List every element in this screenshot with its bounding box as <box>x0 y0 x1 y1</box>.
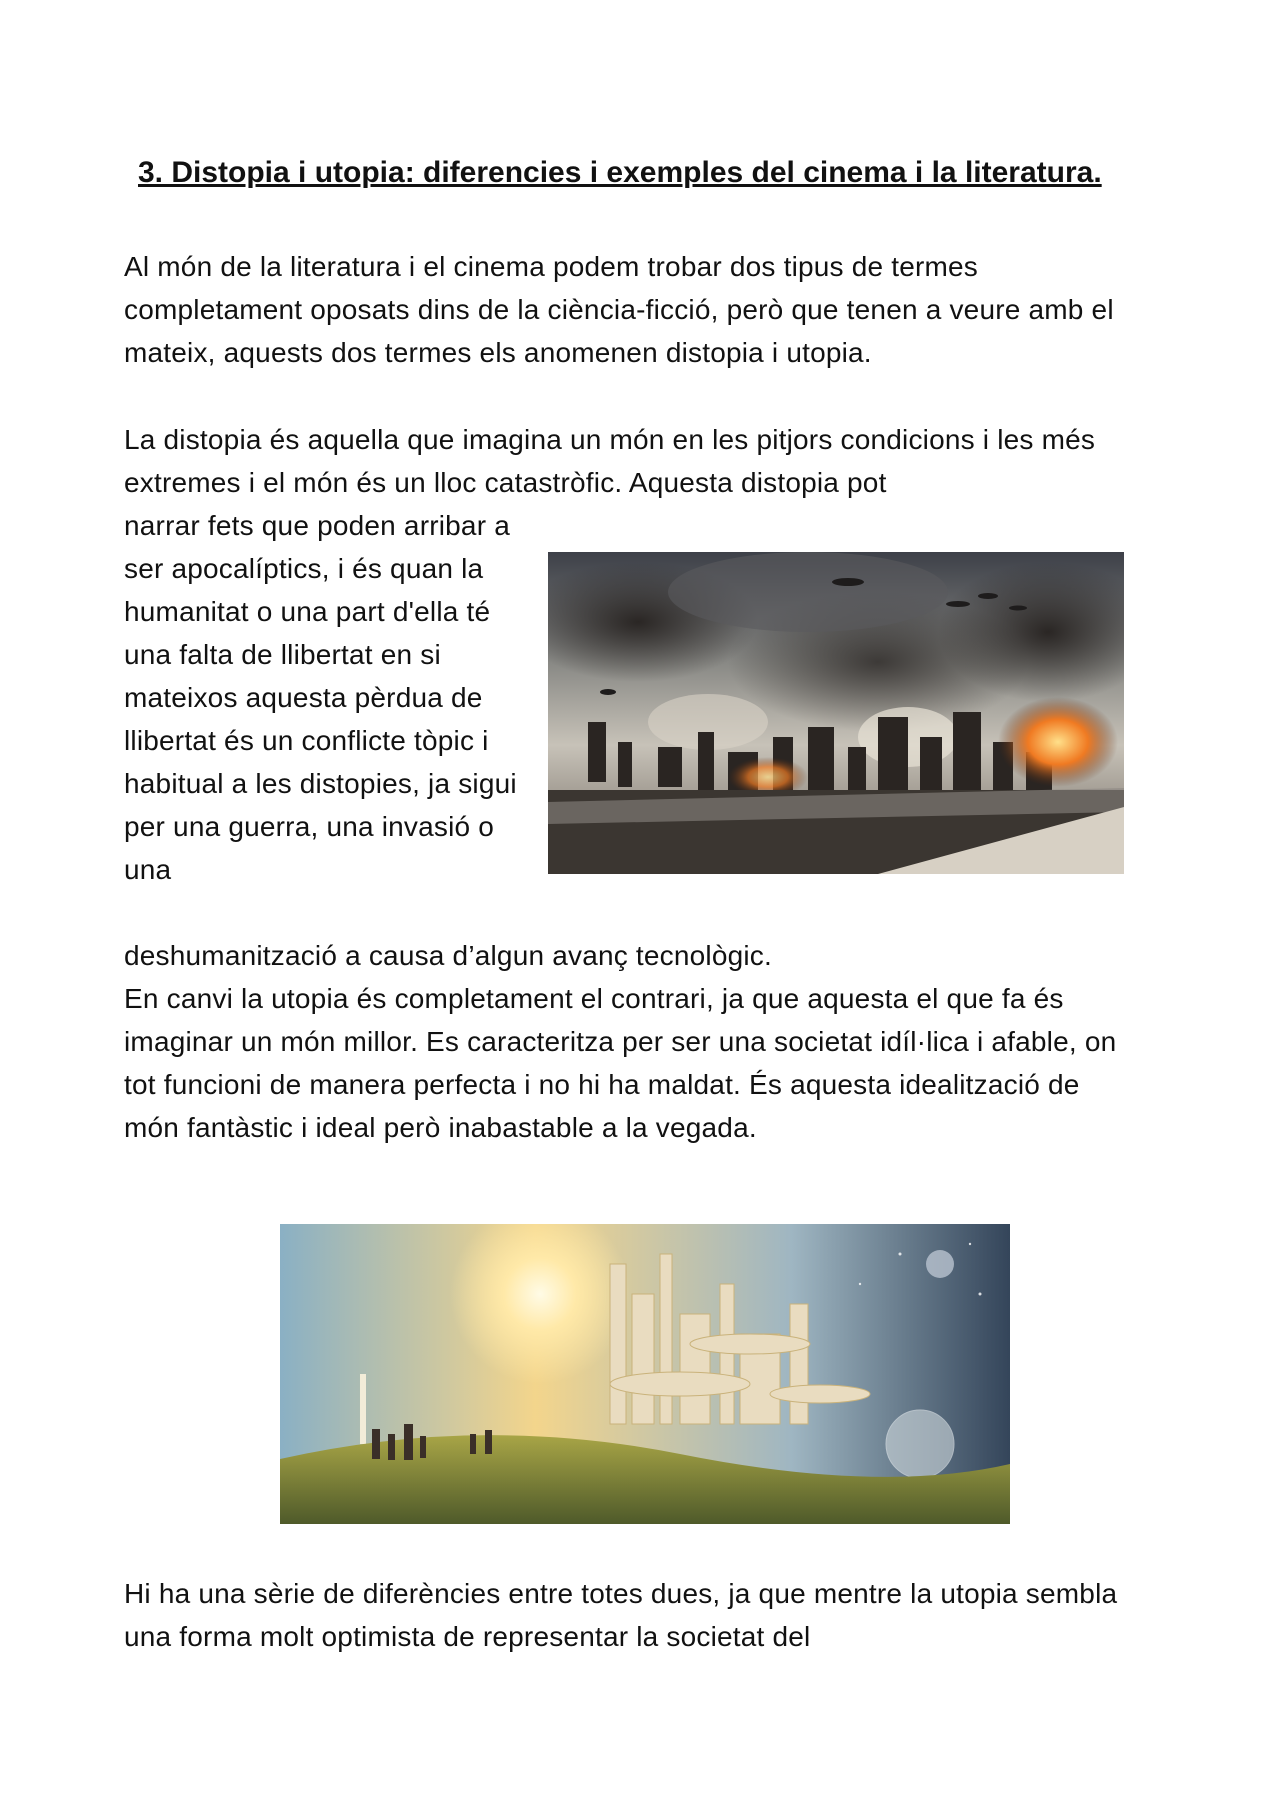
section-heading: 3. Distopia i utopia: diferencies i exemples del cinema i la literatura. <box>138 156 1102 189</box>
utopia-image <box>280 1224 1010 1524</box>
utopia-paragraph: En canvi la utopia és completament el contrari, ja que aquesta el que fa és imaginar un món millor. Es caracteritza per ser una societat idíl·lica i afable, on tot funcioni de manera perfecta i no hi ha maldat. És aquesta idealització de món fantàstic i ideal però inabastable a la vegada. <box>124 983 1117 1143</box>
differences-paragraph: Hi ha una sèrie de diferències entre totes dues, ja que mentre la utopia sembla una forma molt optimista de representar la societat del <box>124 1578 1118 1652</box>
dystopia-paragraph-lead: La distopia és aquella que imagina un món en les pitjors condicions i les més extremes i el món és un lloc catastròfic. Aquesta distopia pot <box>124 424 1096 498</box>
dystopia-image <box>548 552 1124 874</box>
intro-paragraph: Al món de la literatura i el cinema podem trobar dos tipus de termes completament oposats dins de la ciència-ficció, però que tenen a veure amb el mateix, aquests dos termes els anomenen distopia i utopia. <box>124 251 1114 368</box>
dystopia-paragraph-end: deshumanització a causa d’algun avanç tecnològic. <box>124 940 772 971</box>
dystopia-paragraph-wrapped: narrar fets que poden arribar a ser apocalíptics, i és quan la humanitat o una part d'ella té una falta de llibertat en si mateixos aquesta pèrdua de llibertat és un conflicte tòpic i habitual a les distopies, ja sigui per una guerra, una invasió o una <box>124 510 517 885</box>
